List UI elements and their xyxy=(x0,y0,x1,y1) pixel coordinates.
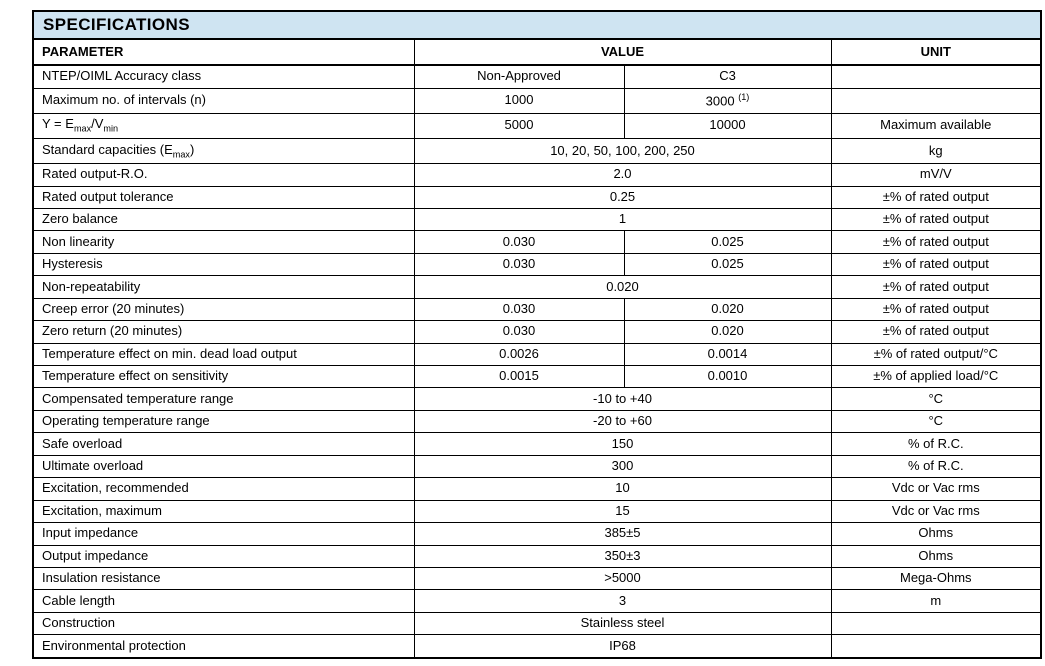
value-cell: -20 to +60 xyxy=(414,410,831,432)
value-cell: 0.25 xyxy=(414,186,831,208)
unit-cell: ±% of rated output xyxy=(831,231,1041,253)
value-cell: 150 xyxy=(414,433,831,455)
table-row xyxy=(33,388,1041,410)
parameter-cell: Rated output-R.O. xyxy=(33,164,414,186)
value-cell: >5000 xyxy=(414,567,831,589)
table-row xyxy=(33,321,1041,343)
unit-cell: Vdc or Vac rms xyxy=(831,478,1041,500)
table-row xyxy=(33,231,1041,253)
unit-cell: Ohms xyxy=(831,545,1041,567)
table-row xyxy=(33,138,1041,163)
value-cell: 0.0026 xyxy=(414,343,624,365)
table-row xyxy=(33,410,1041,432)
table-row xyxy=(33,253,1041,275)
table-row xyxy=(33,88,1041,113)
unit-cell: °C xyxy=(831,410,1041,432)
value-cell: 15 xyxy=(414,500,831,522)
unit-cell xyxy=(831,65,1041,88)
table-row xyxy=(33,478,1041,500)
parameter-cell: Rated output tolerance xyxy=(33,186,414,208)
table-row xyxy=(33,523,1041,545)
parameter-cell: Non linearity xyxy=(33,231,414,253)
unit-cell: m xyxy=(831,590,1041,612)
parameter-cell: Temperature effect on sensitivity xyxy=(33,366,414,388)
unit-cell: Maximum available xyxy=(831,113,1041,138)
parameter-cell: Construction xyxy=(33,612,414,634)
unit-cell: % of R.C. xyxy=(831,455,1041,477)
value-cell: 300 xyxy=(414,455,831,477)
value-cell: 385±5 xyxy=(414,523,831,545)
unit-cell: ±% of applied load/°C xyxy=(831,366,1041,388)
table-row xyxy=(33,186,1041,208)
value-cell: -10 to +40 xyxy=(414,388,831,410)
table-row xyxy=(33,276,1041,298)
table-row xyxy=(33,545,1041,567)
value-cell: 0.020 xyxy=(624,298,831,320)
unit-cell: Ohms xyxy=(831,523,1041,545)
unit-cell: ±% of rated output xyxy=(831,253,1041,275)
value-cell: 0.0015 xyxy=(414,366,624,388)
parameter-cell: Zero return (20 minutes) xyxy=(33,321,414,343)
value-cell: 0.030 xyxy=(414,253,624,275)
unit-cell xyxy=(831,635,1041,658)
value-cell: 0.030 xyxy=(414,231,624,253)
value-cell: 10, 20, 50, 100, 200, 250 xyxy=(414,138,831,163)
value-cell: Stainless steel xyxy=(414,612,831,634)
value-cell: 1000 xyxy=(414,88,624,113)
parameter-cell: $Y = E_{max}/V_{min}$ xyxy=(33,113,414,138)
specifications-table xyxy=(32,10,1042,659)
parameter-cell: Excitation, maximum xyxy=(33,500,414,522)
parameter-cell: Input impedance xyxy=(33,523,414,545)
table-row xyxy=(33,113,1041,138)
unit-cell: mV/V xyxy=(831,164,1041,186)
unit-cell: Mega-Ohms xyxy=(831,567,1041,589)
parameter-cell: Standard capacities $(E_{max})$ xyxy=(33,138,414,163)
unit-cell: ±% of rated output xyxy=(831,208,1041,230)
parameter-cell: Temperature effect on min. dead load output xyxy=(33,343,414,365)
column-header-unit: UNIT xyxy=(831,39,1041,65)
parameter-cell: Excitation, recommended xyxy=(33,478,414,500)
unit-cell xyxy=(831,612,1041,634)
unit-cell xyxy=(831,88,1041,113)
table-row xyxy=(33,164,1041,186)
table-row xyxy=(33,366,1041,388)
parameter-cell: Compensated temperature range xyxy=(33,388,414,410)
column-header-value: VALUE xyxy=(414,39,831,65)
unit-cell: ±% of rated output xyxy=(831,276,1041,298)
table-row xyxy=(33,635,1041,658)
parameter-cell: Creep error (20 minutes) xyxy=(33,298,414,320)
value-cell: 0.0010 xyxy=(624,366,831,388)
parameter-cell: Ultimate overload xyxy=(33,455,414,477)
table-row xyxy=(33,455,1041,477)
parameter-cell: Non-repeatability xyxy=(33,276,414,298)
unit-cell: % of R.C. xyxy=(831,433,1041,455)
value-cell: 3000 $^{(1)}$ xyxy=(624,88,831,113)
unit-cell: ±% of rated output/°C xyxy=(831,343,1041,365)
value-cell: 0.020 xyxy=(414,276,831,298)
table-row xyxy=(33,500,1041,522)
unit-cell: ±% of rated output xyxy=(831,321,1041,343)
table-row xyxy=(33,208,1041,230)
value-cell: 5000 xyxy=(414,113,624,138)
value-cell: 10000 xyxy=(624,113,831,138)
unit-cell: ±% of rated output xyxy=(831,298,1041,320)
value-cell: Non-Approved xyxy=(414,65,624,88)
value-cell: 3 xyxy=(414,590,831,612)
parameter-cell: Output impedance xyxy=(33,545,414,567)
unit-cell: kg xyxy=(831,138,1041,163)
parameter-cell: Zero balance xyxy=(33,208,414,230)
table-row xyxy=(33,298,1041,320)
value-cell: 10 xyxy=(414,478,831,500)
value-cell: 2.0 xyxy=(414,164,831,186)
column-header-parameter: PARAMETER xyxy=(33,39,414,65)
table-title-row xyxy=(33,11,1041,39)
table-row xyxy=(33,65,1041,88)
parameter-cell: Safe overload xyxy=(33,433,414,455)
parameter-cell: Insulation resistance xyxy=(33,567,414,589)
value-cell: 0.025 xyxy=(624,253,831,275)
unit-cell: Vdc or Vac rms xyxy=(831,500,1041,522)
value-cell: 350±3 xyxy=(414,545,831,567)
parameter-cell: Operating temperature range xyxy=(33,410,414,432)
parameter-cell: Cable length xyxy=(33,590,414,612)
table-row xyxy=(33,567,1041,589)
column-header-row xyxy=(33,39,1041,65)
value-cell: C3 xyxy=(624,65,831,88)
parameter-cell: NTEP/OIML Accuracy class xyxy=(33,65,414,88)
parameter-cell: Environmental protection xyxy=(33,635,414,658)
table-row xyxy=(33,433,1041,455)
value-cell: 0.020 xyxy=(624,321,831,343)
table-row xyxy=(33,590,1041,612)
value-cell: 0.025 xyxy=(624,231,831,253)
value-cell: 0.030 xyxy=(414,298,624,320)
table-row xyxy=(33,343,1041,365)
unit-cell: ±% of rated output xyxy=(831,186,1041,208)
table-body xyxy=(33,65,1041,658)
value-cell: IP68 xyxy=(414,635,831,658)
value-cell: 0.030 xyxy=(414,321,624,343)
value-cell: 0.0014 xyxy=(624,343,831,365)
table-title: SPECIFICATIONS xyxy=(33,11,1041,39)
parameter-cell: Hysteresis xyxy=(33,253,414,275)
unit-cell: °C xyxy=(831,388,1041,410)
value-cell: 1 xyxy=(414,208,831,230)
parameter-cell: Maximum no. of intervals (n) xyxy=(33,88,414,113)
table-row xyxy=(33,612,1041,634)
